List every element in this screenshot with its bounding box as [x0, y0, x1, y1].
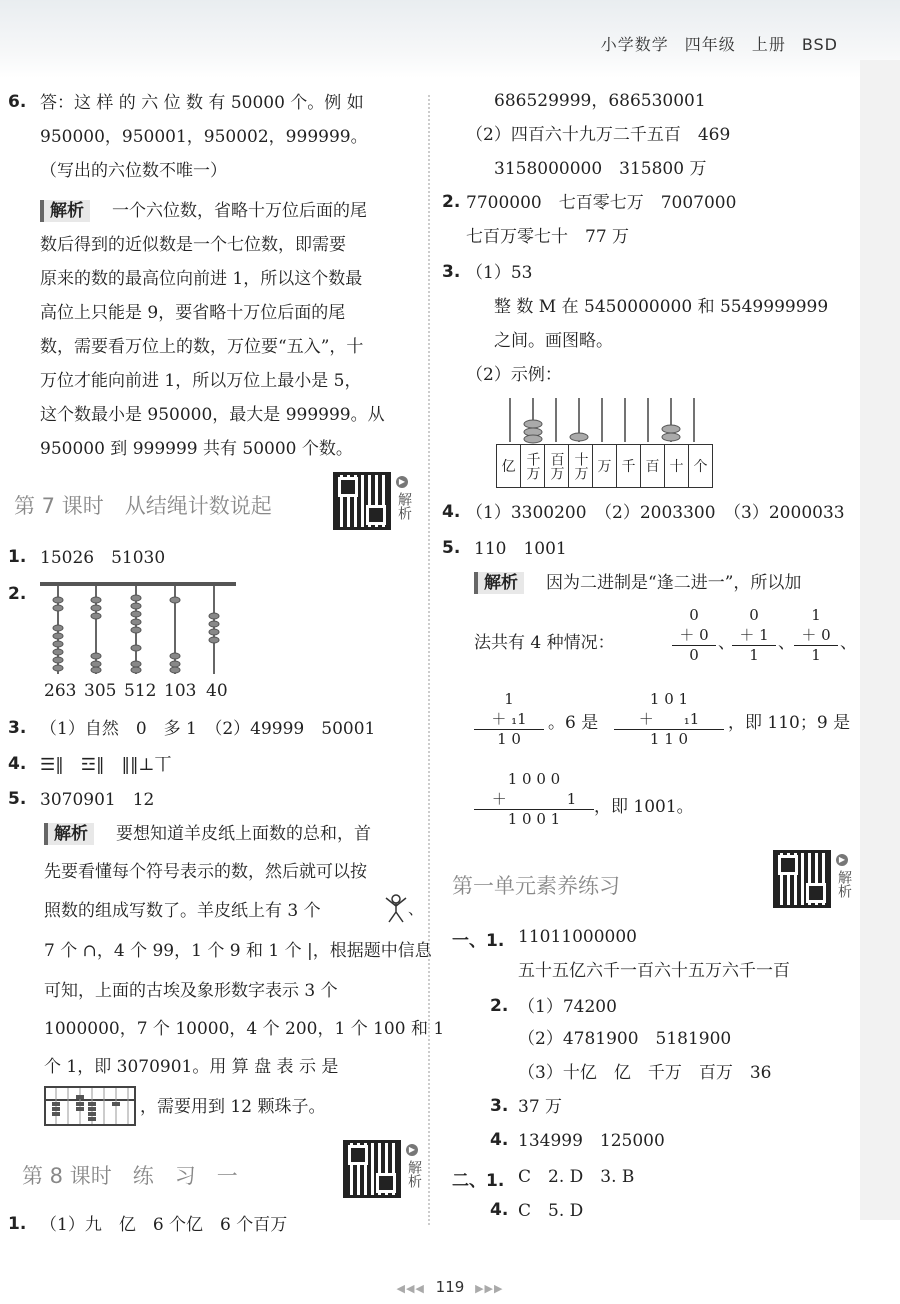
- r2-text: 3158000000 315800 万: [494, 159, 707, 179]
- r1-text: （2）四百六十九万二千五百 469: [466, 125, 731, 145]
- exp2-line: 照数的组成写数了。羊皮纸上有 3 个: [44, 901, 321, 921]
- place-label: 亿: [497, 445, 521, 488]
- add-top: 1 0 1: [649, 690, 689, 708]
- prev-arrows-icon: ◀◀◀: [396, 1282, 425, 1295]
- exp2-line: 7 个 ∩，4 个 99，1 个 9 和 1 个 |，根据题中信息: [44, 941, 432, 961]
- binary-addition: [474, 690, 544, 748]
- sep: 、: [840, 633, 857, 653]
- case-top: 1: [811, 606, 821, 624]
- place-label: 千: [617, 445, 641, 488]
- qr-code[interactable]: [333, 472, 391, 530]
- a1-number: 1.: [8, 547, 27, 567]
- binary-case: [794, 606, 838, 664]
- qr-label: 解析: [396, 492, 412, 520]
- qr-code[interactable]: [773, 850, 831, 908]
- unit-title: 第一单元素养练习: [452, 874, 620, 898]
- u6-text: C 5. D: [518, 1201, 584, 1221]
- binary-addition: [614, 690, 724, 748]
- add-sum: 1 0 0 1: [507, 810, 561, 828]
- jiexi-tag-3: 解析: [474, 572, 524, 594]
- play-icon: ▶: [396, 476, 408, 488]
- knot-value: 512: [124, 681, 157, 701]
- a4-number: 4.: [8, 754, 27, 774]
- q6-number: 6.: [8, 92, 27, 112]
- u2-line1: （1）74200: [518, 997, 617, 1017]
- jiexi-tag-2: 解析: [44, 823, 94, 845]
- add-top: 1: [504, 690, 514, 708]
- add-addend: ＋ ₁1: [614, 708, 724, 730]
- exp1-line: 原来的数的最高位向前进 1，所以这个数最: [40, 269, 363, 289]
- case-addend: ＋ 1: [732, 624, 776, 646]
- add-addend: ＋ ₁1: [474, 708, 544, 730]
- header-edition: BSD: [801, 35, 838, 54]
- add-addend: ＋ 1: [474, 788, 594, 810]
- a5-number: 5.: [8, 789, 27, 809]
- q3-line4: （2）示例：: [466, 365, 562, 385]
- q4-number: 4.: [442, 502, 461, 522]
- next-arrows-icon: ▶▶▶: [475, 1282, 504, 1295]
- binary-case: [672, 606, 716, 664]
- b1-number: 1.: [8, 1214, 27, 1234]
- case-addend: ＋ 0: [672, 624, 716, 646]
- place-label: 十万: [569, 445, 593, 488]
- a3-number: 3.: [8, 718, 27, 738]
- place-label: 个: [689, 445, 713, 488]
- knot-value: 103: [164, 681, 197, 701]
- add-sum: 1 1 0: [649, 730, 689, 748]
- play-icon: ▶: [836, 854, 848, 866]
- u5-text: C 2. D 3. B: [518, 1167, 635, 1187]
- add-sum: 1 0: [497, 730, 521, 748]
- abacus-place-table: [496, 444, 713, 488]
- page-number-bar: [0, 1278, 900, 1296]
- mid-text2: ，即 110；9 是: [728, 713, 851, 733]
- column-divider: [428, 95, 430, 1225]
- exp1-line: 高位上只能是 9，要省略十万位后面的尾: [40, 303, 346, 323]
- u1-line2: 五十五亿六千一百六十五万六千一百: [518, 961, 790, 981]
- a1-text: 15026 51030: [40, 548, 166, 568]
- case-sum: 1: [811, 646, 821, 664]
- svg-text:、: 、: [408, 900, 424, 918]
- a5-text: 3070901 12: [40, 790, 155, 810]
- abacus-diagram: [496, 396, 708, 446]
- q5-number: 5.: [442, 538, 461, 558]
- u2-line2: （2）4781900 5181900: [518, 1029, 732, 1049]
- case-top: 0: [749, 606, 759, 624]
- case-sum: 1: [749, 646, 759, 664]
- knot-value: 305: [84, 681, 117, 701]
- page-number: 119: [435, 1278, 465, 1296]
- exp1-line: 一个六位数，省略十万位后面的尾: [112, 201, 367, 221]
- u1-line1: 11011000000: [518, 927, 637, 947]
- case-top: 0: [689, 606, 699, 624]
- u4-text: 134999 125000: [518, 1131, 665, 1151]
- jiexi-tag-1: 解析: [40, 200, 90, 222]
- abacus-small-icon: [44, 1086, 136, 1126]
- binary-addition: [474, 770, 594, 828]
- place-label: 百万: [545, 445, 569, 488]
- right-margin-strip: [860, 60, 900, 1220]
- q6-line2: 950000，950001，950002，999999。: [40, 127, 368, 147]
- u2-line3: （3）十亿 亿 千万 百万 36: [518, 1063, 772, 1083]
- exp2-line: 可知，上面的古埃及象形数字表示 3 个: [44, 981, 338, 1001]
- r0-text: 686529999，686530001: [494, 91, 706, 111]
- header-grade: 四年级: [684, 35, 736, 54]
- knot-value: 263: [44, 681, 77, 701]
- knot-counting-illustration: [40, 576, 240, 680]
- q2-number: 2.: [442, 192, 461, 212]
- q3-line2: 整 数 M 在 5450000000 和 5549999999: [494, 297, 829, 317]
- egyptian-figure-icon: [380, 894, 424, 924]
- exp3-line2: 法共有 4 种情况：: [474, 633, 615, 653]
- end-text: ，即 1001。: [594, 797, 694, 817]
- exp2-line: 要想知道羊皮纸上面数的总和，首: [116, 824, 371, 844]
- q2-line1: 7700000 七百零七万 7007000: [466, 193, 737, 213]
- a4-text: ☰‖ ☲‖ ‖‖⊥丅: [40, 755, 172, 775]
- header-volume: 上册: [751, 35, 786, 54]
- place-label: 万: [593, 445, 617, 488]
- q5-text: 110 1001: [474, 539, 567, 559]
- add-top: 1 0 0 0: [507, 770, 561, 788]
- section-title-7: 第 7 课时 从结绳计数说起: [14, 494, 272, 518]
- exp1-line: 万位才能向前进 1，所以万位上最小是 5，: [40, 371, 362, 391]
- q3-line1: （1）53: [466, 263, 533, 283]
- qr-label: 解析: [836, 870, 852, 898]
- q6-line3: （写出的六位数不唯一）: [40, 161, 227, 181]
- u6-number: 4.: [490, 1200, 509, 1220]
- exp2-line: 1000000，7 个 10000，4 个 200，1 个 100 和 1: [44, 1019, 445, 1039]
- exp1-line: 950000 到 999999 共有 50000 个数。: [40, 439, 353, 459]
- exp2-line: ，需要用到 12 颗珠子。: [140, 1097, 326, 1117]
- qr-code[interactable]: [343, 1140, 401, 1198]
- q3-number: 3.: [442, 262, 461, 282]
- binary-case: [732, 606, 776, 664]
- a3-text: （1）自然 0 多 1 （2）49999 50001: [40, 719, 376, 739]
- sep: 、: [718, 633, 735, 653]
- b1-text: （1）九 亿 6 个亿 6 个百万: [40, 1215, 288, 1235]
- q2-line2: 七百万零七十 77 万: [466, 227, 630, 247]
- a2-number: 2.: [8, 584, 27, 604]
- q4-text: （1）3300200 （2）2003300 （3）2000033: [466, 503, 845, 523]
- exp1-line: 数，需要看万位上的数，万位要“五入”，十: [40, 337, 364, 357]
- u3-text: 37 万: [518, 1097, 563, 1117]
- exp1-line: 数后得到的近似数是一个七位数，即需要: [40, 235, 346, 255]
- header-text: [585, 32, 838, 55]
- sep: 、: [778, 633, 795, 653]
- knot-value: 40: [206, 681, 228, 701]
- q3-line3: 之间。画图略。: [494, 331, 613, 351]
- case-sum: 0: [689, 646, 699, 664]
- u5-number: 二、1.: [452, 1171, 505, 1191]
- exp3-line1: 因为二进制是“逢二进一”，所以加: [546, 573, 802, 593]
- exp2-line: 先要看懂每个符号表示的数，然后就可以按: [44, 862, 367, 882]
- mid-text: 。6 是: [548, 713, 599, 733]
- play-icon: ▶: [406, 1144, 418, 1156]
- place-label: 千万: [521, 445, 545, 488]
- place-label: 百: [641, 445, 665, 488]
- case-addend: ＋ 0: [794, 624, 838, 646]
- exp2-line: 个 1，即 3070901。用 算 盘 表 示 是: [44, 1057, 339, 1077]
- u3-number: 3.: [490, 1096, 509, 1116]
- u1-number: 一、1.: [452, 931, 505, 951]
- u4-number: 4.: [490, 1130, 509, 1150]
- qr-label: 解析: [406, 1160, 422, 1188]
- exp1-line: 这个数最小是 950000，最大是 999999。从: [40, 405, 385, 425]
- u2-number: 2.: [490, 996, 509, 1016]
- q6-line1: 答：这 样 的 六 位 数 有 50000 个。例 如: [40, 93, 364, 113]
- header-subject: 小学数学: [600, 35, 669, 54]
- section-title-8: 第 8 课时 练 习 一: [22, 1164, 238, 1188]
- place-label: 十: [665, 445, 689, 488]
